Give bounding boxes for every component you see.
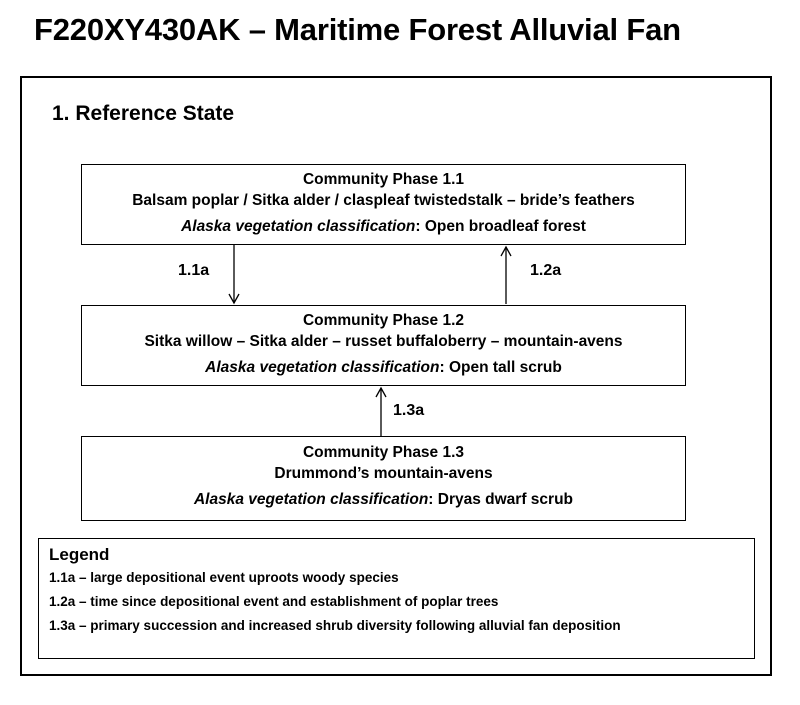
legend-title: Legend [49, 545, 110, 564]
state-title: 1. Reference State [52, 102, 235, 125]
community-phase-1-2-box [81, 305, 686, 386]
classification-label: Alaska vegetation classification [193, 491, 429, 508]
community-phase-1-3-box [81, 436, 686, 521]
transition-label-1-2a: 1.2a [530, 262, 562, 279]
legend-item-1-3a: 1.3a – primary succession and increased shrub diversity following alluvial fan deposition [49, 618, 621, 633]
classification-label: Alaska vegetation classification [205, 359, 440, 376]
phase-heading: Community Phase 1.3 [302, 444, 465, 461]
legend-item-1-1a: 1.1a – large depositional event uproots woody species [49, 570, 399, 585]
phase-classification [82, 216, 685, 237]
classification-value: : Open broadleaf forest [415, 218, 586, 235]
transition-label-1-3a: 1.3a [393, 402, 425, 419]
phase-species: Drummond’s mountain-avens [274, 465, 493, 482]
page-title: F220XY430AK – Maritime Forest Alluvial Fan [34, 12, 681, 47]
phase-heading: Community Phase 1.2 [302, 312, 465, 329]
phase-species: Balsam poplar / Sitka alder / claspleaf twistedstalk – bride’s feathers [132, 192, 635, 209]
community-phase-1-1-box [81, 164, 686, 245]
transition-label-1-1a: 1.1a [178, 262, 210, 279]
legend-item-1-2a: 1.2a – time since depositional event and establishment of poplar trees [49, 594, 499, 609]
classification-value: : Dryas dwarf scrub [428, 491, 574, 508]
phase-heading: Community Phase 1.1 [302, 171, 465, 188]
phase-classification [82, 489, 685, 510]
classification-value: : Open tall scrub [439, 359, 562, 376]
phase-classification [82, 357, 685, 378]
phase-species: Sitka willow – Sitka alder – russet buffaloberry – mountain-avens [144, 333, 623, 350]
legend [38, 538, 755, 659]
classification-label: Alaska vegetation classification [181, 218, 416, 235]
